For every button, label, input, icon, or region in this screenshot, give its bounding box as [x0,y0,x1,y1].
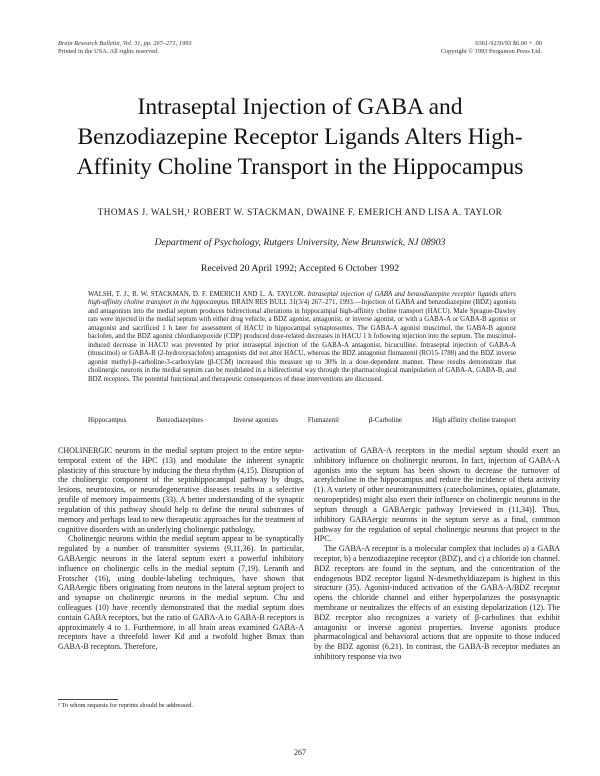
abstract-authors: WALSH, T. J., R. W. STACKMAN, D. F. EMERICH AND L. A. TAYLOR. [88,291,306,298]
keyword: β-Carboline [369,417,402,424]
keyword-list [88,417,516,424]
paragraph: The GABA-A receptor is a molecular complex that includes a) a GABA receptor, b) a benzodiazepine receptor (BDZ), and c) a chloride ion channel. BDZ receptors are found in the septum, and the concentration of the endogenous BDZ receptor ligand N-desmethyldiazepam is highest in this structure (35). Agonist-induced activation of the GABA-A/BDZ receptor opens the chloride channel and either hyperpolarizes the postsynaptic membrane or neutralizes the effects of an existing depolarization (12). The BDZ receptor also recognizes a variety of β-carbolines that exhibit antagonist or inverse agonist properties. Inverse agonists produce pharmacological and behavioral actions that are opposite to those induced by the BDZ agonist (6,21). In contrast, the GABA-B receptor mediates an inhibitory response via two [314,544,560,662]
issn: 0361-9230/93 $6.00 + .00 [475,40,542,47]
abstract [88,291,516,384]
title-line-1: Intraseptal Injection of GABA and [137,94,463,120]
copyright: Copyright © 1993 Pergamon Press Ltd. [440,48,542,55]
journal-line-2: Printed in the USA. All rights reserved. [58,48,159,55]
abstract-body: Injection of GABA and benzodiazepine (BDZ) agonists and antagonists into the medial septum produces bidirectional alterations in hippocampal high-affinity choline transport (HACU). Male Sprague-Dawley rats were injected in the medial septum with either drug vehicle, a BDZ agonist, antagonist, or inverse agonist, or with a GABA-A or GABA-B agonist or antagonist and sacrificed 1 h later for assessment of HACU in hippocampal synaptosomes. The GABA-A agonist muscimol, the GABA-B agonist baclofen, and the BDZ agonist chlordiazepoxide (CDP) produced dose-related decreases in HACU 1 h following injection into the septum. The muscimol-induced decrease in HACU was prevented by prior intraseptal injection of the GABA-A antagonist, bicuculline. Intraseptal injection of GABA-A (muscimol) or GABA-B (2-hydroxysaclofen) antagonists did not alter HACU, whereas the BDZ antagonist flumazenil (RO15-1788) and the BDZ inverse agonist methyl-β-carboline-3-carboxylate (β-CCM) increased this measure up to 30% in a dose-dependent manner. These results demonstrate that cholinergic neurons in the medial septum can be modulated in a bidirectional way through the pharmacological manipulation of GABA-A, GABA-B, and BDZ receptors. The potential functional and therapeutic consequences of these interventions are discussed. [88,299,516,383]
author-list: THOMAS J. WALSH,¹ ROBERT W. STACKMAN, DWAINE F. EMERICH AND LISA A. TAYLOR [97,207,503,217]
body-column-left [58,446,304,652]
abstract-journal-ref: BRAIN RES BULL 31(3/4) 267–271, 1993.— [231,299,362,307]
abstract-citation-title: Intraseptal injection of GABA and benzodiazepine receptor ligands alters high-affinity choline transport in the hippocampus. [88,291,516,307]
received-dates: Received 20 April 1992; Accepted 6 October 1992 [200,263,400,274]
paragraph: Cholinergic neurons within the medial septum appear to be synaptically regulated by a number of transmitter systems (9,11,36). In particular, GABAergic neurons in the lateral septum exert a powerful inhibitory influence on cholinergic cells in the medial septum (7,19). Leranth and Frotscher (16), using double-labeling techniques, have shown that GABAergic fibers originating from neurons in the lateral septum project to and synapse on cholinergic neurons in the medial septum. Chu and colleagues (10) have recently demonstrated that the medial septum does contain GABA receptors, but the ratio of GABA-A to GABA-B receptors is approximately 4 to 1. Furthermore, in all brain areas examined GABA-A receptors have a threefold lower Kd and a twofold higher Bmax than GABA-B receptors. Therefore, [58,534,304,652]
paragraph: activation of GABA-A receptors in the medial septum should exert an inhibitory influence on cholinergic neurons. In fact, injection of GABA-A agonists into the septum has been shown to decrease the turnover of acetylcholine in the hippocampus and reduce the incidence of theta activity (1). A variety of other neurotransmitters (catecholamines, opiates, glutamate, neuropeptides) might also exert their influence on cholinergic neurons in the septum through a GABAergic pathway [reviewed in (11,34)]. Thus, inhibitory GABAergic neurons in the septum serve as a final, common pathway for the regulation of septal cholinergic neurons that project to the HPC. [314,446,560,544]
journal-line-1: Brain Research Bulletin, Vol. 31, pp. 267–271, 1993 [58,40,192,47]
keyword: Inverse agonists [233,417,278,424]
body-column-right [314,446,560,662]
keyword: High affinity choline transport [432,417,516,424]
keyword: Hippocampus [88,417,127,424]
keyword: Benzodiazepines [156,417,204,424]
copyright-block [441,40,542,56]
article-title [60,92,540,182]
journal-citation [58,40,192,56]
keyword: Flumazenil [307,417,339,424]
footnote-divider [58,699,118,700]
title-line-2: Benzodiazepine Receptor Ligands Alters High- [77,124,523,150]
paragraph: CHOLINERGIC neurons in the medial septum project to the entire septo-temporal extent of the HPC (13) and modulate the inherent synaptic plasticity of this structure by inducing the theta rhythm (4,15). Disruption of the cholinergic component of the septohippocampal pathway by drugs, lesions, neurotoxins, or neurodegenerative diseases results in a selective profile of memory impairments (33). A better understanding of the synaptic regulation of this pathway should help to define the neural substrates of memory and perhaps lead to new therapeutic approaches for the treatment of cognitive disorders with an underlying cholinergic pathology. [58,446,304,534]
footnote: ¹ To whom requests for reprints should be addressed. [58,702,193,709]
affiliation: Department of Psychology, Rutgers University, New Brunswick, NJ 08903 [154,237,446,248]
page-number: 267 [294,748,306,757]
title-line-3: Affinity Choline Transport in the Hippocampus [76,154,524,180]
